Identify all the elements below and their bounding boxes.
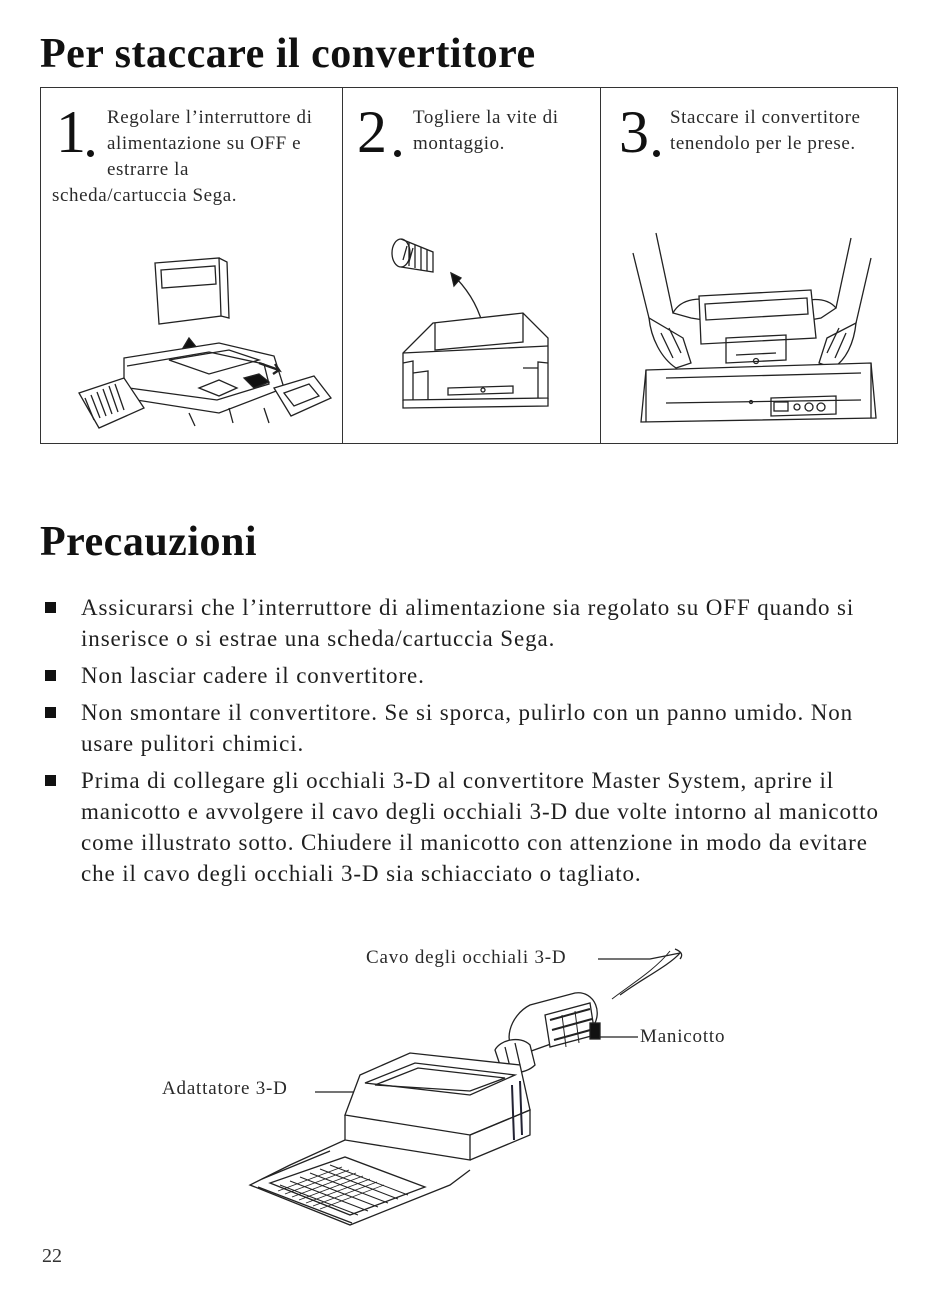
step-1	[41, 88, 343, 443]
precautions-list	[40, 592, 900, 895]
step-number: 2	[357, 99, 387, 165]
list-item-text: Assicurarsi che l’interruttore di alimentazione sia regolato su OFF quando si inserisce o si estrae una scheda/cartuccia Sega.	[81, 595, 855, 651]
square-bullet-icon	[45, 670, 56, 681]
section-title-detach: Per staccare il convertitore	[40, 31, 536, 77]
detach-steps-panel	[40, 87, 898, 444]
step-number: 1	[56, 99, 86, 165]
step-text	[670, 105, 900, 157]
pull-converter-illustration	[621, 218, 891, 433]
section-title-precautions: Precauzioni	[40, 519, 258, 565]
glasses-adapter-figure	[150, 935, 790, 1235]
list-item	[40, 765, 900, 889]
remove-screw-illustration	[373, 228, 583, 428]
page-number: 22	[42, 1245, 62, 1267]
console-cartridge-illustration	[69, 248, 339, 433]
square-bullet-icon	[45, 602, 56, 613]
step-3	[601, 88, 897, 443]
list-item-text: Prima di collegare gli occhiali 3-D al convertitore Master System, aprire il manicotto e avvolgere il cavo degli occhiali 3-D due volte intorno al manicotto come illustrato sotto. Chiudere il manicotto con attenzione in modo da evitare che il cavo degli occhiali 3-D sia schiacciato o tagliato.	[81, 768, 879, 886]
step-text: Regolare l’interruttore di alimentazione su OFF e estrarre la	[107, 107, 313, 180]
list-item	[40, 660, 900, 691]
adapter-label: Adattatore 3-D	[162, 1078, 288, 1099]
step-number-dot	[87, 150, 94, 157]
list-item-text: Non smontare il convertitore. Se si sporca, pulirlo con un panno umido. Non usare pulitori chimici.	[81, 700, 854, 756]
list-item-text: Non lasciar cadere il convertitore.	[81, 663, 425, 688]
square-bullet-icon	[45, 707, 56, 718]
step-text: Togliere la vite di montaggio.	[413, 107, 559, 154]
step-text-line: tenendolo per le prese.	[670, 133, 856, 154]
step-number-dot	[394, 150, 401, 157]
step-text-line: Staccare il convertitore	[670, 107, 861, 128]
square-bullet-icon	[45, 775, 56, 786]
step-number: 3	[619, 99, 649, 165]
cable-label: Cavo degli occhiali 3-D	[366, 947, 567, 968]
sleeve-label: Manicotto	[640, 1026, 726, 1047]
step-text-continued: scheda/cartuccia Sega.	[52, 185, 238, 206]
list-item	[40, 592, 900, 654]
list-item	[40, 697, 900, 759]
step-number-dot	[653, 150, 660, 157]
step-2	[343, 88, 601, 443]
